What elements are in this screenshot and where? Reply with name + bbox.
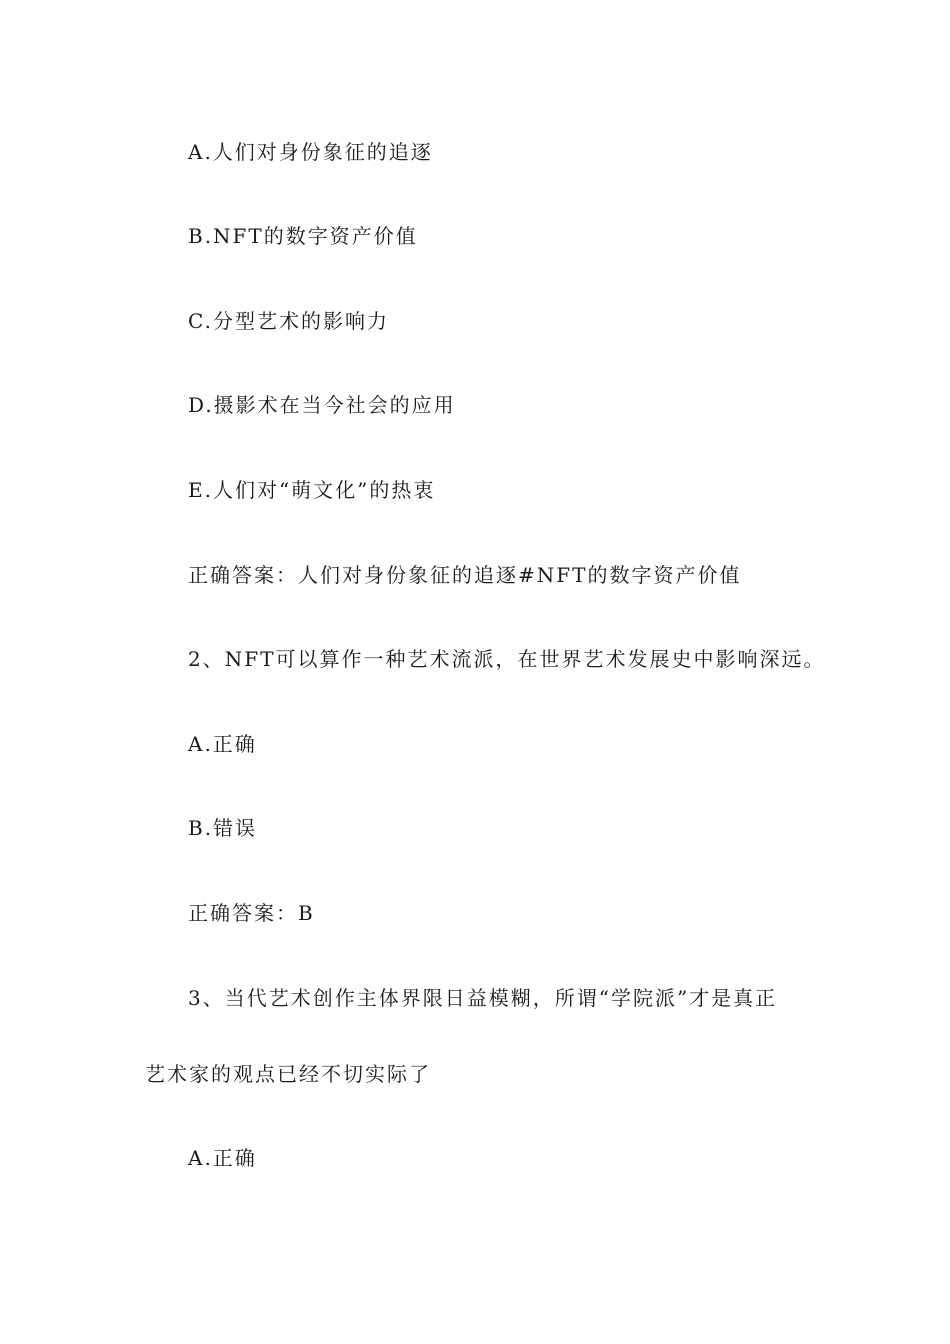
q2-option-b: B.错误 (188, 816, 258, 840)
q2-answer: 正确答案：B (188, 901, 315, 925)
q2-question: 2、NFT可以算作一种艺术流派，在世界艺术发展史中影响深远。 (188, 647, 826, 671)
q1-option-d: D.摄影术在当今社会的应用 (188, 393, 456, 417)
q3-option-a: A.正确 (188, 1146, 257, 1170)
q3-question-line1: 3、当代艺术创作主体界限日益模糊，所谓“学院派”才是真正 (188, 986, 778, 1010)
q3-question-line2: 艺术家的观点已经不切实际了 (145, 1062, 431, 1086)
q1-option-b: B.NFT的数字资产价值 (188, 224, 418, 248)
q1-answer: 正确答案：人们对身份象征的追逐#NFT的数字资产价值 (188, 563, 742, 587)
q1-option-a: A.人们对身份象征的追逐 (188, 140, 433, 164)
q1-option-c: C.分型艺术的影响力 (188, 309, 389, 333)
q1-option-e: E.人们对“萌文化”的热衷 (188, 478, 436, 502)
q2-option-a: A.正确 (188, 732, 257, 756)
